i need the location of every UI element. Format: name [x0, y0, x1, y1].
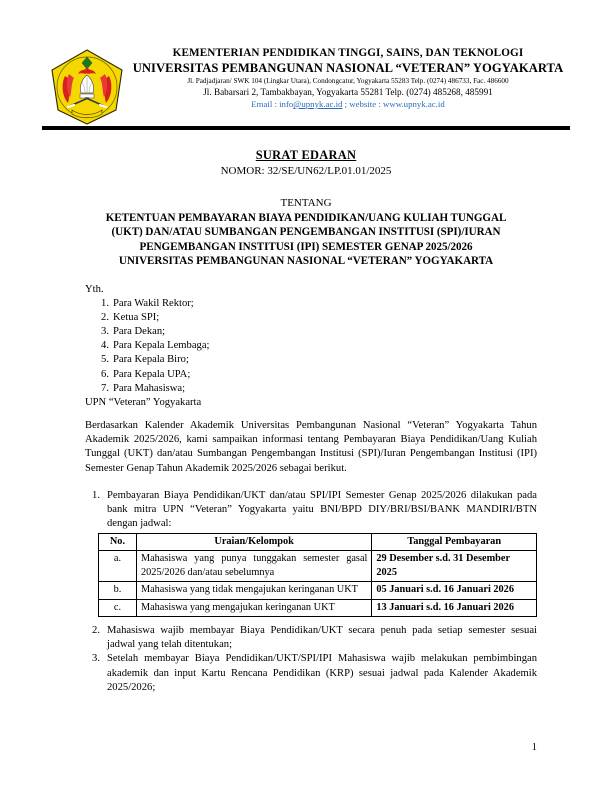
table-row — [99, 551, 537, 582]
list-item — [85, 339, 385, 353]
item-label: Para Kepala UPA; — [113, 368, 191, 380]
cell-tanggal: 05 Januari s.d. 16 Januari 2026 — [372, 582, 537, 599]
salutation: Yth. — [85, 284, 104, 295]
addressee-block — [85, 283, 385, 410]
item-label: Ketua SPI; — [113, 312, 160, 324]
document-title: SURAT EDARAN — [255, 148, 357, 162]
subject-line-3: PENGEMBANGAN INSTITUSI (IPI) SEMESTER GENAP 2025/2026 — [139, 240, 473, 253]
numbered-list-bottom — [85, 624, 537, 695]
item-label: Para Kepala Biro; — [113, 354, 189, 366]
ministry-name: KEMENTERIAN PENDIDIKAN TINGGI, SAINS, DAN TEKNOLOGI — [172, 47, 524, 59]
website-text: ; website : www.upnyk.ac.id — [342, 99, 445, 109]
opening-paragraph: Berdasarkan Kalender Akademik Universitas Pembangunan Nasional “Veteran” Yogyakarta Tahun Akademik 2025/2026, kami sampaikan informasi tentang Pembayaran Biaya Pendidikan/Uang Kuliah Tunggal (UKT) dan/atau Sumbangan Pengembangan Institusi (SPI)/Iuran Pengembangan Institusi (IPI) Semester Genap Tahun Akademik 2025/2026 sebagai berikut. — [85, 420, 537, 474]
address-line-1: Jl. Padjadjaran/ SWK 104 (Lingkar Utara), Condongcatur, Yogyakarta 55283 Telp. (0274) 486733, Fac. 486600 — [187, 77, 509, 85]
addressee-organization: UPN “Veteran” Yogyakarta — [85, 396, 202, 408]
cell-uraian: Mahasiswa yang punya tunggakan semester gasal 2025/2026 dan/atau sebelumnya — [136, 551, 371, 582]
cell-no: c. — [99, 599, 137, 616]
item-number: 3. — [101, 326, 109, 338]
email-website-line — [126, 98, 570, 110]
item-text: Mahasiswa wajib membayar Biaya Pendidikan/UKT secara penuh pada setiap semester sesuai jadwal yang telah ditentukan; — [107, 625, 537, 651]
item-label: Para Dekan; — [113, 326, 166, 338]
column-header-no: No. — [99, 534, 137, 551]
table-row — [99, 599, 537, 616]
list-item — [85, 325, 385, 339]
item-number: 2. — [92, 625, 100, 636]
email-prefix: Email : info — [251, 99, 294, 109]
subject-heading — [42, 211, 570, 269]
item-label: Para Wakil Rektor; — [113, 298, 194, 310]
payment-schedule-table — [98, 533, 537, 617]
cell-tanggal: 29 Desember s.d. 31 Desember 2025 — [372, 551, 537, 582]
title-block — [42, 148, 570, 178]
list-item — [85, 489, 537, 532]
addressee-list — [85, 297, 385, 396]
subject-line-4: UNIVERSITAS PEMBANGUNAN NASIONAL “VETERAN” YOGYAKARTA — [118, 255, 494, 268]
address-line-2: Jl. Babarsari 2, Tambakbayan, Yogyakarta 55281 Telp. (0274) 485268, 485991 — [203, 87, 493, 97]
document-number: NOMOR: 32/SE/UN62/LP.01.01/2025 — [220, 165, 392, 177]
item-number: 3. — [92, 653, 100, 665]
item-text: Pembayaran Biaya Pendidikan/UKT dan/atau SPI/IPI Semester Genap 2025/2026 dilakukan pada bank mitra UPN “Veteran” Yogyakarta yaitu BNI/BPD DIY/BRI/BSI/BANK MANDIRI/BTN dengan jadwal: — [107, 490, 537, 530]
cell-tanggal: 13 Januari s.d. 16 Januari 2026 — [372, 599, 537, 616]
cell-uraian: Mahasiswa yang mengajukan keringanan UKT — [136, 599, 371, 616]
letterhead-divider — [42, 126, 570, 130]
item-number: 1. — [92, 490, 100, 501]
table-body — [99, 551, 537, 617]
list-item — [85, 368, 385, 382]
table-header — [99, 534, 537, 551]
item-number: 2. — [101, 312, 109, 324]
university-name: UNIVERSITAS PEMBANGUNAN NASIONAL “VETERAN” YOGYAKARTA — [132, 61, 564, 75]
email-domain[interactable]: @upnyk.ac.id — [293, 99, 343, 109]
item-number: 5. — [101, 354, 109, 366]
column-header-tanggal: Tanggal Pembayaran — [372, 534, 537, 551]
item-number: 7. — [101, 382, 109, 394]
item-label: Para Mahasiswa; — [113, 382, 186, 394]
item-text: Setelah membayar Biaya Pendidikan/UKT/SPI/IPI Mahasiswa wajib melakukan pembimbingan akademik dan input Kartu Rencana Pendidikan (KRP) sesuai jadwal pada Kalender Akademik 2025/2026; — [107, 653, 537, 693]
cell-no: a. — [99, 551, 137, 582]
list-item — [85, 353, 385, 367]
item-number: 1. — [101, 298, 109, 310]
list-item — [85, 297, 385, 311]
list-item — [85, 652, 537, 695]
column-header-uraian: Uraian/Kelompok — [136, 534, 371, 551]
cell-no: b. — [99, 582, 137, 599]
item-label: Para Kepala Lembaga; — [113, 340, 210, 352]
subject-line-1: KETENTUAN PEMBAYARAN BIAYA PENDIDIKAN/UANG KULIAH TUNGGAL — [105, 212, 507, 224]
numbered-list-top — [85, 489, 537, 532]
letterhead-text — [126, 46, 570, 110]
tentang-label: TENTANG — [280, 197, 332, 209]
item-number: 6. — [101, 368, 109, 380]
list-item — [85, 382, 385, 396]
item-number: 4. — [101, 340, 109, 352]
letterhead — [42, 46, 570, 128]
cell-uraian: Mahasiswa yang tidak mengajukan keringanan UKT — [136, 582, 371, 599]
subject-block — [42, 196, 570, 269]
upn-veteran-yogyakarta-logo — [48, 48, 126, 126]
list-item — [85, 624, 537, 652]
page-number: 1 — [531, 742, 537, 753]
table-header-row — [99, 534, 537, 551]
table-row — [99, 582, 537, 599]
list-item — [85, 311, 385, 325]
subject-line-2: (UKT) DAN/ATAU SUMBANGAN PENGEMBANGAN INSTITUSI (SPI)/IURAN — [111, 226, 501, 239]
